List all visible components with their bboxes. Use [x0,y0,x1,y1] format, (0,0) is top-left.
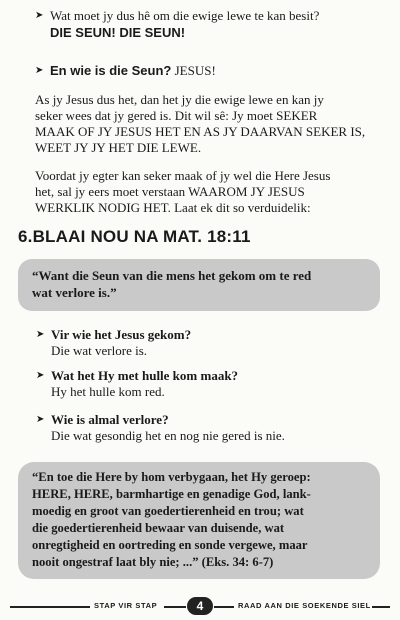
paragraph-line: seker wees dat jy gered is. Dit wil sê: Jy moet SEKER [35,108,318,123]
footer-rule [10,606,90,608]
bullet-question: En wie is die Seun? [50,63,172,78]
arrow-bullet-icon: ➤ [36,414,45,425]
qa-answer: Die wat gesondig het en nog nie gered is nie. [51,428,285,443]
arrow-bullet-icon: ➤ [36,329,45,340]
qa-question: Wie is almal verlore? [51,412,169,427]
arrow-bullet-icon: ➤ [35,65,44,76]
footer-rule [372,606,390,608]
page-footer [10,597,390,617]
paragraph-line: As jy Jesus dus het, dan het jy die ewige lewe en kan jy [35,92,324,107]
arrow-bullet-icon: ➤ [35,10,44,21]
quote-line: “Want die Seun van die mens het gekom om te red [32,268,312,283]
bullet-text: Wat moet jy dus hê om die ewige lewe te kan besit? [50,8,320,23]
quote-line: die goedertierenheid bewaar van duisende, wat [32,521,285,535]
quote-line: HERE, HERE, barmhartige en genadige God, lank- [32,487,311,501]
qa-answer: Hy het hulle kom red. [51,384,165,399]
footer-left-label: STAP VIR STAP [94,601,158,610]
qa-answer: Die wat verlore is. [51,343,148,358]
paragraph-line: MAAK OF JY JESUS HET EN AS JY DAARVAN SEKER IS, [35,124,366,139]
footer-rule [164,606,186,608]
paragraph-line: het, sal jy eers moet verstaan WAAROM JY JESUS [35,184,305,199]
footer-right-label: RAAD AAN DIE SOEKENDE SIEL [238,601,371,610]
quote-line: wat verlore is.” [32,285,117,300]
paragraph-1 [35,92,375,156]
paragraph-line: WEET JY JY HET DIE LEWE. [35,140,202,155]
quote-line: onregtigheid en oortreding en sonde vergewe, maar [32,538,308,552]
quote-line: nooit ongestraf laat bly nie; ...” (Eks. 34: 6-7) [32,555,274,569]
paragraph-2 [35,168,375,216]
footer-rule [214,606,234,608]
qa-question: Wat het Hy met hulle kom maak? [51,368,239,383]
paragraph-line: Voordat jy egter kan seker maak of jy wel die Here Jesus [35,168,331,183]
section-heading: 6.BLAAI NOU NA MAT. 18:11 [18,227,251,246]
paragraph-line: WERKLIK NODIG HET. Laat ek dit so verduidelik: [35,200,311,215]
scripture-quote-box [18,462,380,579]
bullet-answer: DIE SEUN! DIE SEUN! [50,25,186,40]
arrow-bullet-icon: ➤ [36,370,45,381]
quote-line: moedig en groot van goedertierenheid en trou; wat [32,504,304,518]
quote-line: “En toe die Here by hom verbygaan, het Hy geroep: [32,470,311,484]
bullet-answer: JESUS! [171,63,216,78]
page-number-badge: 4 [187,597,213,615]
qa-question: Vir wie het Jesus gekom? [51,327,192,342]
scripture-quote-box [18,259,380,311]
